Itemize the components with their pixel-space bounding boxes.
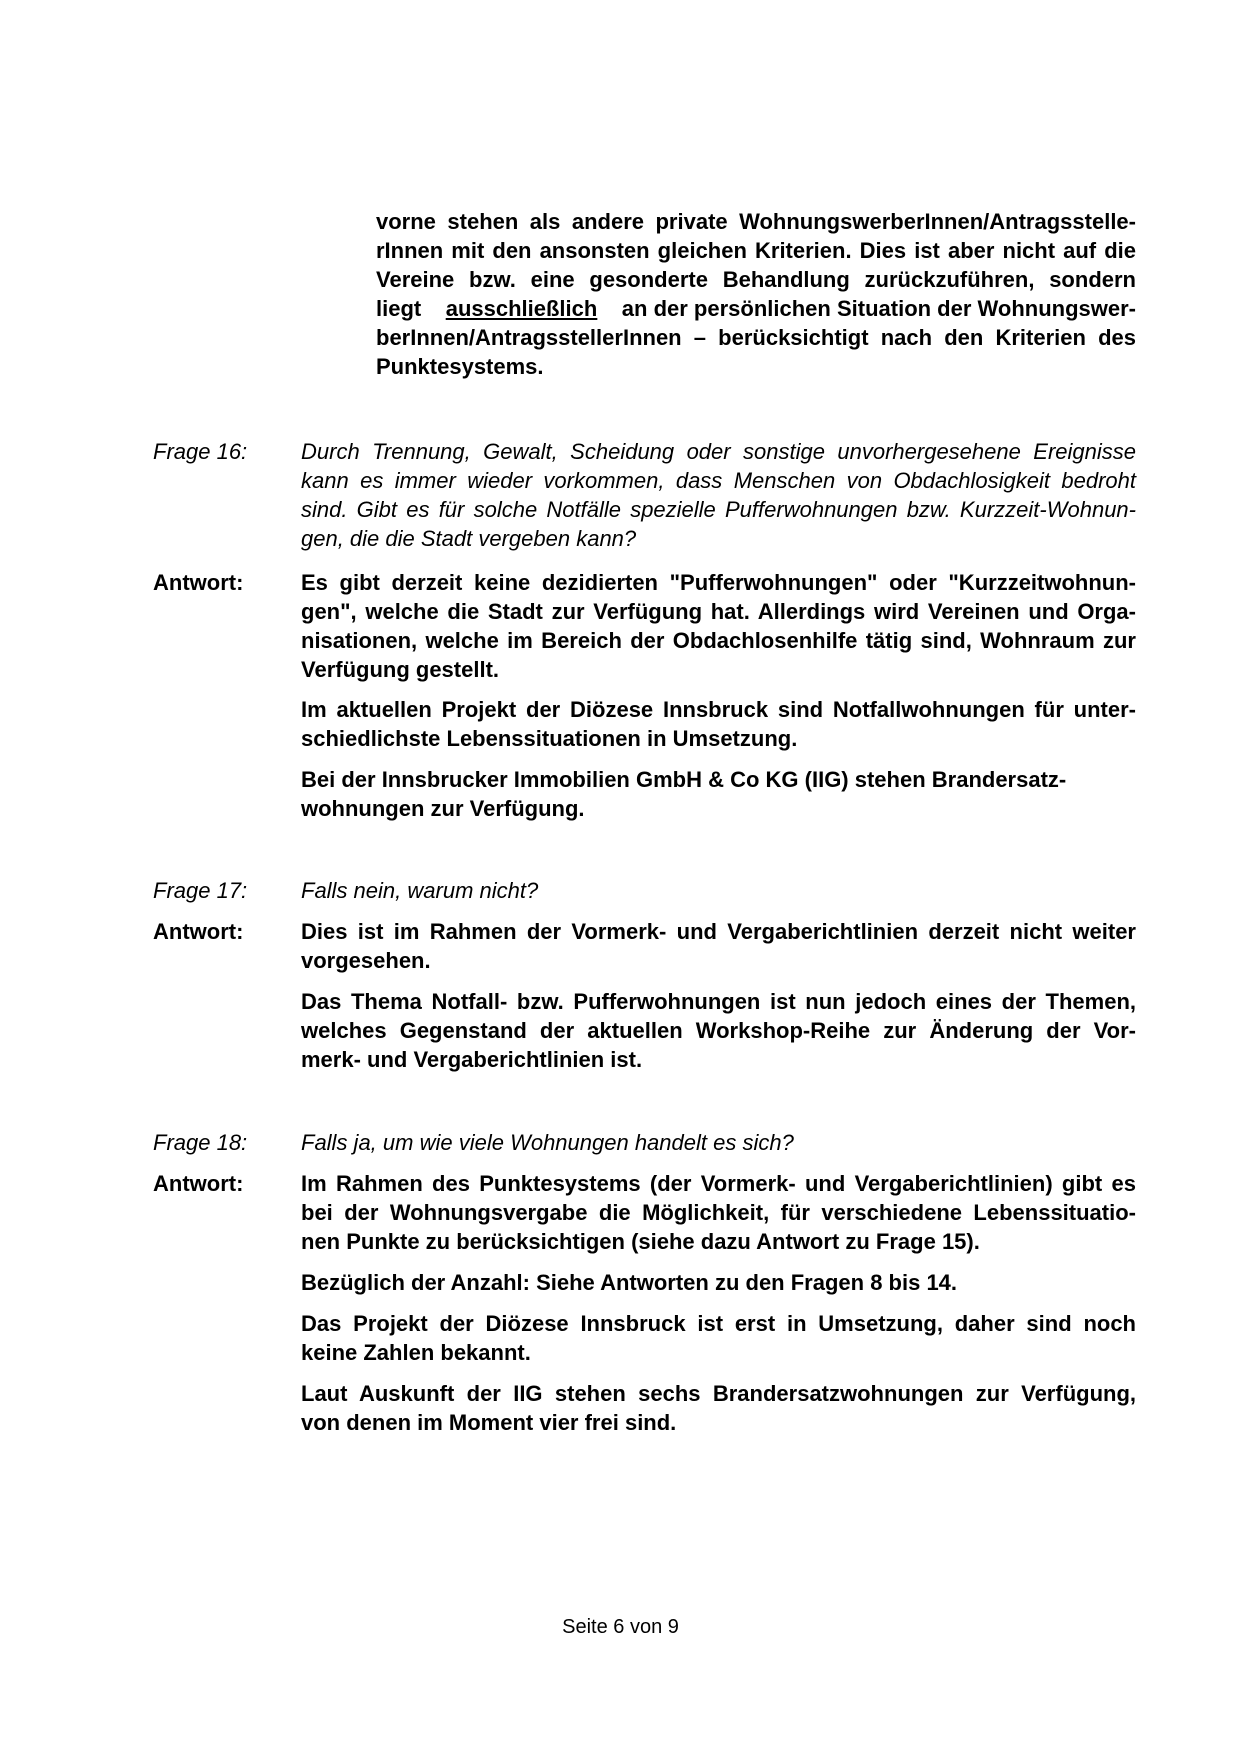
answer-line: nisationen, welche im Bereich der Obdachlosenhilfe tätig sind, Wohnraum zur	[301, 628, 1136, 653]
question-line: Falls ja, um wie viele Wohnungen handelt es sich?	[301, 1130, 794, 1155]
answer-line: nen Punkte zu berücksichtigen (siehe dazu Antwort zu Frage 15).	[301, 1229, 980, 1254]
question-label: Frage 16:	[153, 439, 248, 464]
answer-line: Das Projekt der Diözese Innsbruck ist erst in Umsetzung, daher sind noch	[301, 1311, 1136, 1336]
answer-line: Bezüglich der Anzahl: Siehe Antworten zu den Fragen 8 bis 14.	[301, 1270, 958, 1295]
continuation-line: vorne stehen als andere private WohnungswerberInnen/Antragsstelle-	[376, 209, 1136, 234]
question-label: Frage 17:	[153, 878, 248, 903]
answer-line: merk- und Vergaberichtlinien ist.	[301, 1047, 643, 1072]
question-line: gen, die die Stadt vergeben kann?	[301, 526, 637, 551]
answer-label: Antwort:	[153, 1171, 244, 1196]
answer-line: welches Gegenstand der aktuellen Workshop-Reihe zur Änderung der Vor-	[301, 1018, 1136, 1043]
continuation-text: an der persönlichen Situation der Wohnungswer-	[621, 296, 1136, 321]
emphasis-underlined: ausschließlich	[445, 296, 598, 321]
continuation-line-with-emphasis	[376, 294, 1136, 323]
continuation-line: Punktesystems.	[376, 354, 544, 379]
continuation-line: rInnen mit den ansonsten gleichen Kriterien. Dies ist aber nicht auf die	[376, 238, 1136, 263]
question-line: Durch Trennung, Gewalt, Scheidung oder sonstige unvorhergesehene Ereignisse	[301, 439, 1136, 464]
answer-line: keine Zahlen bekannt.	[301, 1340, 531, 1365]
answer-line: Verfügung gestellt.	[301, 657, 500, 682]
continuation-line: Vereine bzw. eine gesonderte Behandlung zurückzuführen, sondern	[376, 267, 1136, 292]
answer-line: Im aktuellen Projekt der Diözese Innsbruck sind Notfallwohnungen für unter-	[301, 697, 1136, 722]
question-line: kann es immer wieder vorkommen, dass Menschen von Obdachlosigkeit bedroht	[301, 468, 1136, 493]
answer-line: Laut Auskunft der IIG stehen sechs Brandersatzwohnungen zur Verfügung,	[301, 1381, 1136, 1406]
answer-line: von denen im Moment vier frei sind.	[301, 1410, 677, 1435]
answer-line: gen", welche die Stadt zur Verfügung hat. Allerdings wird Vereinen und Orga-	[301, 599, 1136, 624]
question-label: Frage 18:	[153, 1130, 248, 1155]
answer-label: Antwort:	[153, 570, 244, 595]
continuation-text: liegt	[376, 296, 422, 321]
answer-line: Im Rahmen des Punktesystems (der Vormerk- und Vergaberichtlinien) gibt es	[301, 1171, 1136, 1196]
answer-line: wohnungen zur Verfügung.	[301, 796, 585, 821]
answer-line: Dies ist im Rahmen der Vormerk- und Vergaberichtlinien derzeit nicht weiter	[301, 919, 1136, 944]
page-number-footer: Seite 6 von 9	[562, 1616, 679, 1638]
answer-line: bei der Wohnungsvergabe die Möglichkeit, für verschiedene Lebenssituatio-	[301, 1200, 1136, 1225]
answer-line: Bei der Innsbrucker Immobilien GmbH & Co KG (IIG) stehen Brandersatz-	[301, 767, 1067, 792]
question-line: Falls nein, warum nicht?	[301, 878, 539, 903]
answer-label: Antwort:	[153, 919, 244, 944]
continuation-line: berInnen/AntragsstellerInnen – berücksichtigt nach den Kriterien des	[376, 325, 1136, 350]
answer-line: Es gibt derzeit keine dezidierten "Pufferwohnungen" oder "Kurzzeitwohnun-	[301, 570, 1136, 595]
question-line: sind. Gibt es für solche Notfälle spezielle Pufferwohnungen bzw. Kurzzeit-Wohnun-	[301, 497, 1136, 522]
answer-line: schiedlichste Lebenssituationen in Umsetzung.	[301, 726, 798, 751]
answer-line: Das Thema Notfall- bzw. Pufferwohnungen ist nun jedoch eines der Themen,	[301, 989, 1136, 1014]
answer-line: vorgesehen.	[301, 948, 431, 973]
